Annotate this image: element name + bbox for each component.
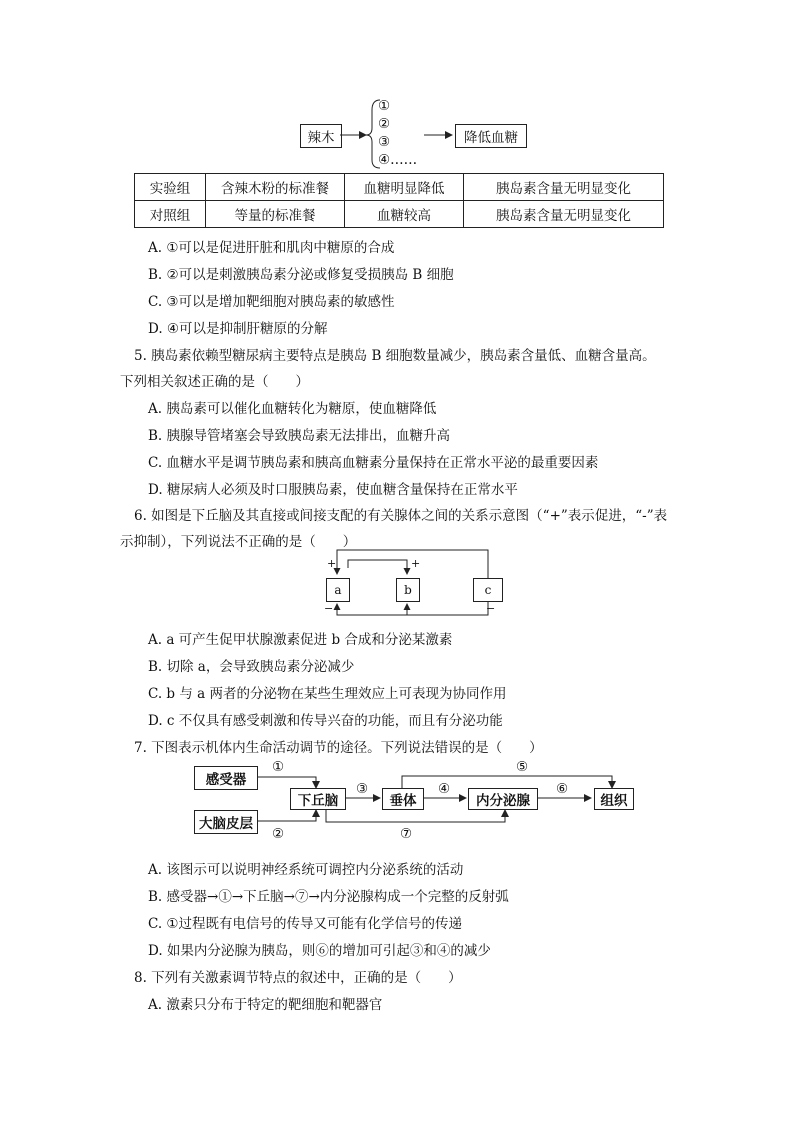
table-cell: 等量的标准餐 [206,201,345,228]
table-cell: 胰岛素含量无明显变化 [464,174,664,201]
table-cell: 血糖较高 [345,201,464,228]
q7-receptor-box: 感受器 [194,766,258,790]
fig1-branch-4: ④…… [378,152,418,168]
q6-plus-b: + [411,557,421,570]
q6-stem-line2: 示抑制），下列说法不正确的是（ ） [120,534,357,550]
q7-label-5: ⑤ [516,759,529,775]
q7-label-6: ⑥ [556,781,569,797]
q5-option-d: D. 糖尿病人必须及时口服胰岛素，使血糖含量保持在正常水平 [148,482,518,498]
q6-box-b: b [396,578,420,602]
q6-box-a: a [326,578,350,602]
q4-option-c: C. ③可以是增加靶细胞对胰岛素的敏感性 [148,294,395,310]
q6-option-c: C. b 与 a 两者的分泌物在某些生理效应上可表现为协同作用 [148,686,507,702]
q7-label-2: ② [272,826,285,842]
q6-minus-c: − [486,602,496,615]
q5-option-b: B. 胰腺导管堵塞会导致胰岛素无法排出，血糖升高 [148,428,451,444]
q7-option-a: A. 该图示可以说明神经系统可调控内分泌系统的活动 [148,862,464,878]
table-cell: 含辣木粉的标准餐 [206,174,345,201]
q6-option-a: A. a 可产生促甲状腺激素促进 b 合成和分泌某激素 [148,632,453,648]
q7-option-b: B. 感受器→①→下丘脑→⑦→内分泌腺构成一个完整的反射弧 [148,889,509,905]
q6-box-c: c [473,578,503,602]
fig1-branch-2: ② [378,116,391,132]
q4-option-d: D. ④可以是抑制肝糖原的分解 [148,321,328,337]
q5-option-a: A. 胰岛素可以催化血糖转化为糖原，使血糖降低 [148,401,437,417]
q6-minus-a: − [324,602,334,615]
q7-label-4: ④ [438,781,451,797]
fig1-target-box: 降低血糖 [455,124,527,148]
q8-option-a: A. 激素只分布于特定的靶细胞和靶器官 [148,997,383,1013]
q6-option-d: D. c 不仅具有感受刺激和传导兴奋的功能，而且有分泌功能 [148,713,503,729]
q6-option-b: B. 切除 a，会导致胰岛素分泌减少 [148,659,355,675]
table-cell: 实验组 [135,174,206,201]
q6-stem-line1: 6. 如图是下丘脑及其直接或间接支配的有关腺体之间的关系示意图（“+”表示促进，“-”表 [134,508,668,524]
q6-plus-a: + [327,557,337,570]
q7-label-3: ③ [356,781,369,797]
q4-option-a: A. ①可以是促进肝脏和肌肉中糖原的合成 [148,240,395,256]
q5-stem-line1: 5. 胰岛素依赖型糖尿病主要特点是胰岛 B 细胞数量减少，胰岛素含量低、血糖含量高。 [134,348,656,364]
q8-stem: 8. 下列有关激素调节特点的叙述中，正确的是（ ） [134,970,462,986]
q7-stem: 7. 下图表示机体内生命活动调节的途径。下列说法错误的是（ ） [134,740,543,756]
fig1-branch-3: ③ [378,134,391,150]
q7-hypothalamus-box: 下丘脑 [290,788,346,810]
q7-tissue-box: 组织 [594,788,634,810]
q7-option-c: C. ①过程既有电信号的传导又可能有化学信号的传递 [148,916,463,932]
q7-cortex-box: 大脑皮层 [194,810,258,834]
q7-option-d: D. 如果内分泌腺为胰岛，则⑥的增加可引起③和④的减少 [148,943,491,959]
q7-label-7: ⑦ [400,826,413,842]
table-cell: 胰岛素含量无明显变化 [464,201,664,228]
q5-option-c: C. 血糖水平是调节胰岛素和胰高血糖素分量保持在正常水平泌的最重要因素 [148,455,599,471]
table-cell: 对照组 [135,201,206,228]
q4-option-b: B. ②可以是刺激胰岛素分泌或修复受损胰岛 B 细胞 [148,267,454,283]
q5-stem-line2: 下列相关叙述正确的是（ ） [120,374,309,390]
q7-gland-box: 内分泌腺 [468,788,538,810]
table-cell: 血糖明显降低 [345,174,464,201]
q7-pituitary-box: 垂体 [382,788,424,810]
fig1-source-box: 辣木 [300,124,342,148]
fig1-branch-1: ① [378,98,391,114]
q7-label-1: ① [272,759,285,775]
